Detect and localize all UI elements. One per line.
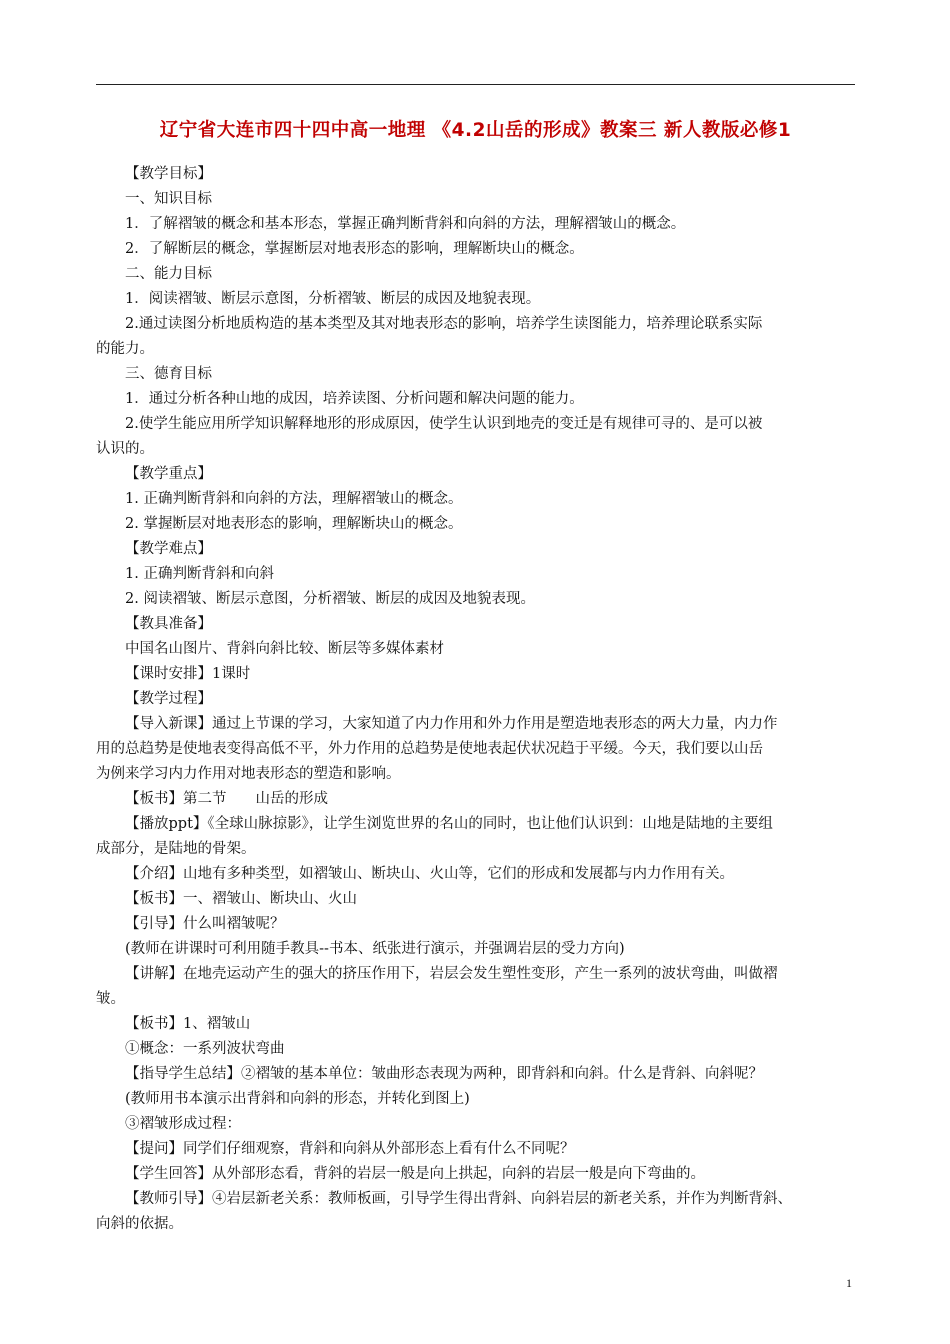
text-line: 【导入新课】通过上节课的学习，大家知道了内力作用和外力作用是塑造地表形态的两大力量，内力作	[125, 716, 778, 732]
text-line: 【讲解】在地壳运动产生的强大的挤压作用下，岩层会发生塑性变形，产生一系列的波状弯曲，叫做褶	[125, 966, 778, 982]
text-line: 1. 正确判断背斜和向斜的方法，理解褶皱山的概念。	[125, 491, 463, 507]
text-line: 皱。	[96, 991, 125, 1007]
text-line: 成部分，是陆地的骨架。	[96, 841, 256, 857]
text-line: 【教学目标】	[125, 166, 212, 182]
page-number: 1	[846, 1276, 852, 1290]
text-line: 1. 正确判断背斜和向斜	[125, 566, 274, 582]
text-line: 三、德育目标	[125, 366, 212, 382]
document-body	[96, 162, 855, 1237]
text-line: 二、能力目标	[125, 266, 212, 282]
text-line: (教师在讲课时可利用随手教具--书本、纸张进行演示，并强调岩层的受力方向)	[125, 941, 625, 957]
text-line: 【板书】1、褶皱山	[125, 1016, 251, 1032]
text-line: 【介绍】山地有多种类型，如褶皱山、断块山、火山等，它们的形成和发展都与内力作用有关。	[125, 866, 734, 882]
text-line: 中国名山图片、背斜向斜比较、断层等多媒体素材	[125, 641, 444, 657]
text-line: ③褶皱形成过程：	[125, 1116, 241, 1132]
text-line: 认识的。	[96, 441, 154, 457]
text-line: 2.使学生能应用所学知识解释地形的形成原因，使学生认识到地壳的变迁是有规律可寻的、是可以被	[125, 416, 763, 432]
text-line: ①概念：一系列波状弯曲	[125, 1041, 285, 1057]
text-line: 2. 掌握断层对地表形态的影响，理解断块山的概念。	[125, 516, 463, 532]
text-line: 的能力。	[96, 341, 154, 357]
text-line: 向斜的依据。	[96, 1216, 183, 1232]
header-rule	[96, 84, 855, 85]
text-line: 【指导学生总结】②褶皱的基本单位：皱曲形态表现为两种，即背斜和向斜。什么是背斜、向斜呢？	[125, 1066, 763, 1082]
text-line: 【教学过程】	[125, 691, 212, 707]
text-line: 用的总趋势是使地表变得高低不平，外力作用的总趋势是使地表起伏状况趋于平缓。今天，我们要以山岳	[96, 741, 763, 757]
text-line: 【引导】什么叫褶皱呢？	[125, 916, 285, 932]
text-line: 【板书】第二节 山岳的形成	[125, 791, 328, 807]
text-line: 【教学重点】	[125, 466, 212, 482]
text-line: (教师用书本演示出背斜和向斜的形态，并转化到图上)	[125, 1091, 470, 1107]
text-line: 【提问】同学们仔细观察，背斜和向斜从外部形态上看有什么不同呢？	[125, 1141, 575, 1157]
text-line: 1．了解褶皱的概念和基本形态，掌握正确判断背斜和向斜的方法，理解褶皱山的概念。	[125, 216, 686, 232]
text-line: 2．了解断层的概念，掌握断层对地表形态的影响，理解断块山的概念。	[125, 241, 584, 257]
text-line: 【播放ppt】《全球山脉掠影》，让学生浏览世界的名山的同时，也让他们认识到：山地是陆地的主要组	[125, 816, 773, 832]
text-line: 为例来学习内力作用对地表形态的塑造和影响。	[96, 766, 401, 782]
text-line: 一、知识目标	[125, 191, 212, 207]
text-line: 1．通过分析各种山地的成因，培养读图、分析问题和解决问题的能力。	[125, 391, 584, 407]
text-line: 【教师引导】④岩层新老关系：教师板画，引导学生得出背斜、向斜岩层的新老关系，并作为判断背斜、	[125, 1191, 792, 1207]
text-line: 【教具准备】	[125, 616, 212, 632]
text-line: 2.通过读图分析地质构造的基本类型及其对地表形态的影响，培养学生读图能力，培养理论联系实际	[125, 316, 763, 332]
text-line: 2. 阅读褶皱、断层示意图，分析褶皱、断层的成因及地貌表现。	[125, 591, 535, 607]
text-line: 【教学难点】	[125, 541, 212, 557]
document-title: 辽宁省大连市四十四中高一地理 《4.2山岳的形成》教案三 新人教版必修1	[159, 120, 792, 141]
text-line: 【板书】一、褶皱山、断块山、火山	[125, 891, 357, 907]
text-line: 【学生回答】从外部形态看，背斜的岩层一般是向上拱起，向斜的岩层一般是向下弯曲的。	[125, 1166, 705, 1182]
text-line: 1．阅读褶皱、断层示意图，分析褶皱、断层的成因及地貌表现。	[125, 291, 541, 307]
text-line: 【课时安排】1课时	[125, 666, 251, 682]
